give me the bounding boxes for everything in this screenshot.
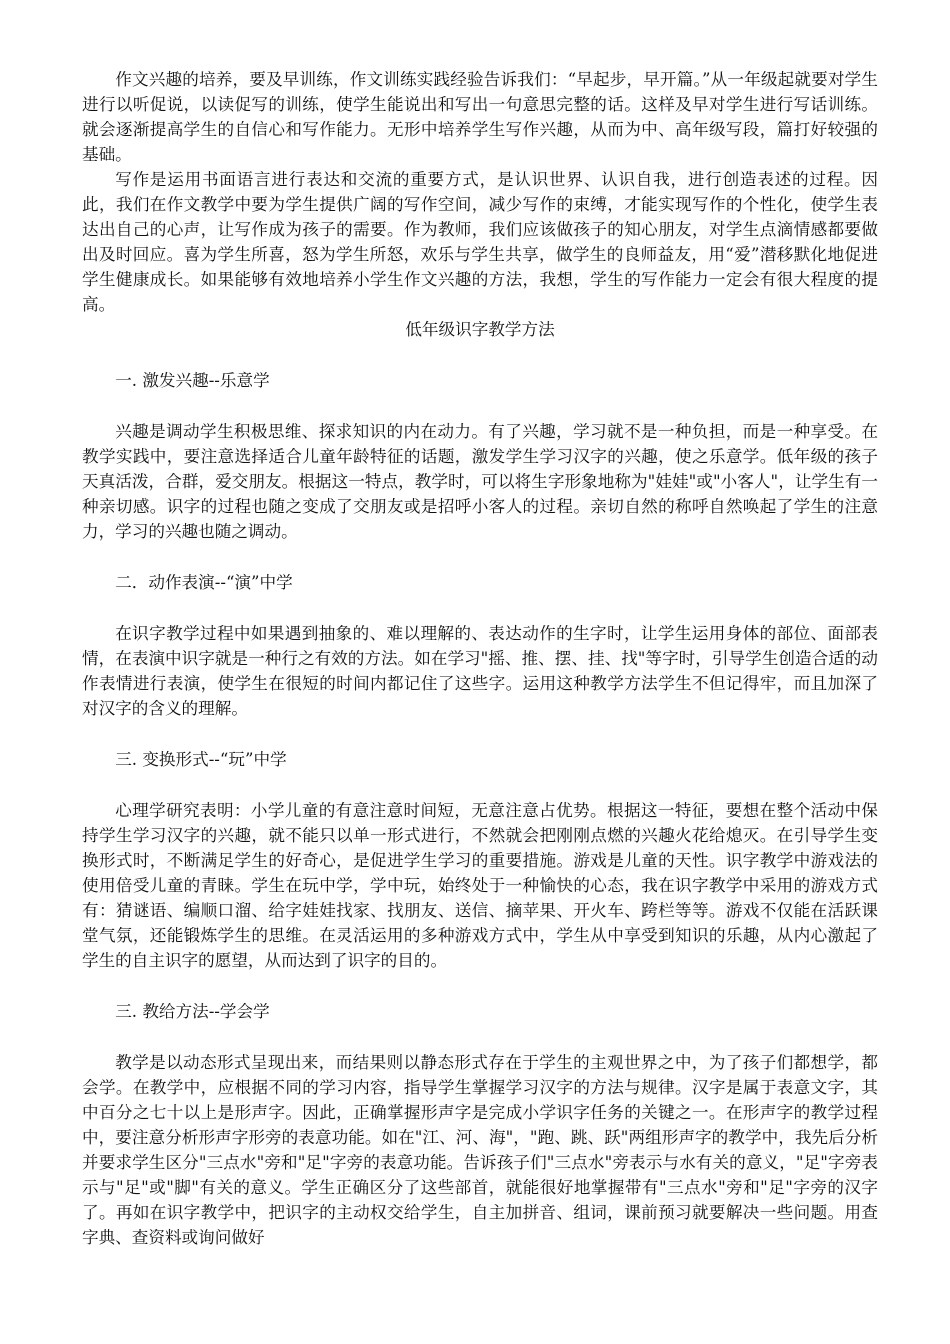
section-body-2: 在识字教学过程中如果遇到抽象的、难以理解的、表达动作的生字时，让学生运用身体的部位、面部表情，在表演中识字就是一种行之有效的方法。如在学习"摇、推、摆、挂、找"等字时，引导学生创造合适的动作表情进行表演，使学生在很短的时间内都记住了这些字。运用这种教学方法学生不但记得牢，而且加深了对汉字的含义的理解。	[82, 624, 878, 718]
intro-paragraph-2: 写作是运用书面语言进行表达和交流的重要方式，是认识世界、认识自我，进行创造表述的过程。因此，我们在作文教学中要为学生提供广阔的写作空间，减少写作的束缚，才能实现写作的个性化，使学生表达出自己的心声，让写作成为孩子的需要。作为教师，我们应该做孩子的知心朋友，对学生点滴情感都要做出及时回应。喜为学生所喜，怒为学生所怒，欢乐与学生共享，做学生的良师益友，用“爱”潜移默化地促进学生健康成长。如果能够有效地培养小学生作文兴趣的方法，我想，学生的写作能力一定会有很大程度的提高。	[82, 170, 878, 314]
section-body-3: 心理学研究表明：小学儿童的有意注意时间短，无意注意占优势。根据这一特征，要想在整个活动中保持学生学习汉字的兴趣，就不能只以单一形式进行，不然就会把刚刚点燃的兴趣火花给熄灭。在引导学生变换形式时，不断满足学生的好奇心，是促进学生学习的重要措施。游戏是儿童的天性。识字教学中游戏法的使用倍受儿童的青睐。学生在玩中学，学中玩，始终处于一种愉快的心态，我在识字教学中采用的游戏方式有：猜谜语、编顺口溜、给字娃娃找家、找朋友、送信、摘苹果、开火车、跨栏等等。游戏不仅能在活跃课堂气氛，还能锻炼学生的思维。在灵活运用的多种游戏方式中，学生从中享受到知识的乐趣，从内心激起了学生的自主识字的愿望，从而达到了识字的目的。	[82, 801, 878, 970]
section-heading-2: 二．动作表演--“演”中学	[115, 573, 293, 592]
section-heading-1: 一. 激发兴趣--乐意学	[115, 371, 270, 390]
intro-paragraph-1: 作文兴趣的培养，要及早训练，作文训练实践经验告诉我们：“早起步，早开篇。”从一年级起就要对学生进行以听促说，以读促写的训练，使学生能说出和写出一句意思完整的话。这样及早对学生进行写话训练。就会逐渐提高学生的自信心和写作能力。无形中培养学生写作兴趣，从而为中、高年级写段，篇打好较强的基础。	[82, 70, 878, 164]
section-heading-3: 三. 变换形式--“玩”中学	[115, 750, 287, 769]
article-title: 低年级识字教学方法	[405, 320, 555, 339]
section-body-4: 教学是以动态形式呈现出来，而结果则以静态形式存在于学生的主观世界之中，为了孩子们都想学，都会学。在教学中，应根据不同的学习内容，指导学生掌握学习汉字的方法与规律。汉字是属于表意文字，其中百分之七十以上是形声字。因此，正确掌握形声字是完成小学识字任务的关键之一。在形声字的教学过程中，要注意分析形声字形旁的表意功能。如在"江、河、海"，"跑、跳、跃"两组形声字的教学中，我先后分析并要求学生区分"三点水"旁和"足"字旁的表意功能。告诉孩子们"三点水"旁表示与水有关的意义，"足"字旁表示与"足"或"脚"有关的意义。学生正确区分了这些部首，就能很好地掌握带有"三点水"旁和"足"字旁的汉字了。再如在识字教学中，把识字的主动权交给学生，自主加拼音、组词，课前预习就要解决一些问题。用查字典、查资料或询问做好	[82, 1053, 878, 1247]
section-heading-4: 三. 教给方法--学会学	[115, 1002, 270, 1021]
section-body-1: 兴趣是调动学生积极思维、探求知识的内在动力。有了兴趣，学习就不是一种负担，而是一种享受。在教学实践中，要注意选择适合儿童年龄特征的话题，激发学生学习汉字的兴趣，使之乐意学。低年级的孩子天真活泼，合群，爱交朋友。根据这一特点，教学时，可以将生字形象地称为"娃娃"或"小客人"，让学生有一种亲切感。识字的过程也随之变成了交朋友或是招呼小客人的过程。亲切自然的称呼自然唤起了学生的注意力，学习的兴趣也随之调动。	[82, 422, 878, 541]
document-page	[82, 67, 878, 1250]
